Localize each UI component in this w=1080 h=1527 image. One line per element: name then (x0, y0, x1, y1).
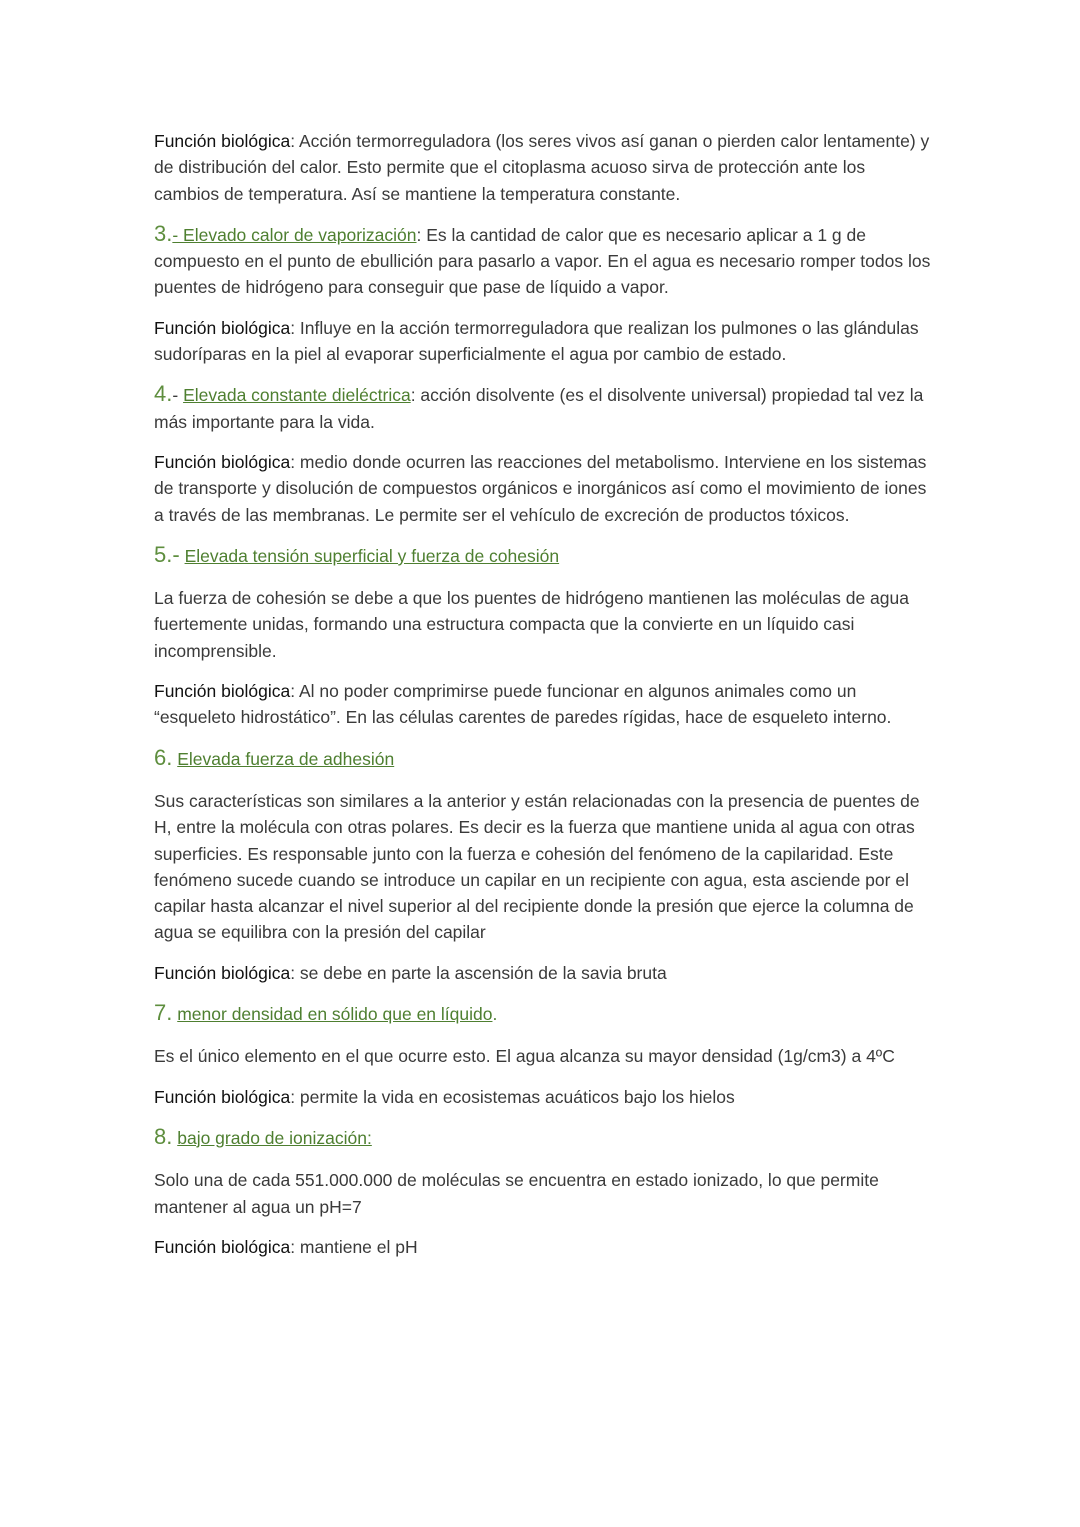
funcion-biologica-label: Función biológica (154, 962, 291, 983)
section-description: : Es la cantidad de calor que es necesario aplicar a 1 g de compuesto en el punto de ebullición para pasarlo a vapor. En el agua es necesario romper todos los puentes de hidrógeno para conseguir que pase de líquido a vapor. (154, 224, 931, 298)
paragraph-funcion-biologica-5 (154, 678, 934, 731)
paragraph-funcion-biologica-2 (154, 128, 934, 207)
section-title: menor densidad en sólido que en líquido (177, 1004, 493, 1025)
funcion-biologica-text: : mantiene el pH (290, 1236, 418, 1257)
paragraph-funcion-biologica-6 (154, 960, 934, 986)
paragraph-funcion-biologica-7 (154, 1084, 934, 1110)
funcion-biologica-text: : se debe en parte la ascensión de la savia bruta (290, 962, 667, 983)
funcion-biologica-label: Función biológica (154, 1086, 291, 1107)
funcion-biologica-text: : Influye en la acción termorreguladora que realizan los pulmones o las glándulas sudoríparas en la piel al evaporar superficialmente el agua por cambio de estado. (154, 317, 919, 365)
funcion-biologica-label: Función biológica (154, 681, 291, 702)
section-8 (154, 1124, 934, 1151)
section-description: : acción disolvente (es el disolvente universal) propiedad tal vez la más importante para la vida. (154, 385, 924, 432)
section-number: 6. (154, 744, 173, 770)
paragraph-body-8: Solo una de cada 551.000.000 de moléculas se encuentra en estado ionizado, lo que permite mantener al agua un pH=7 (154, 1170, 879, 1217)
paragraph-body-7: Es el único elemento en el que ocurre esto. El agua alcanza su mayor densidad (1g/cm3) a 4ºC (154, 1046, 895, 1067)
section-number: 4. (154, 381, 173, 407)
funcion-biologica-text: : permite la vida en ecosistemas acuáticos bajo los hielos (290, 1086, 735, 1107)
funcion-biologica-text: : Al no poder comprimirse puede funcionar en algunos animales como un “esqueleto hidrostático”. En las células carentes de paredes rígidas, hace de esqueleto interno. (154, 681, 892, 728)
section-title: Elevada constante dieléctrica (183, 385, 411, 406)
funcion-biologica-label: Función biológica (154, 451, 291, 472)
section-number: 3. (154, 220, 173, 246)
funcion-biologica-text: : medio donde ocurren las reacciones del metabolismo. Interviene en los sistemas de transporte y disolución de compuestos orgánicos e inorgánicos así como el movimiento de iones a través de las membranas. Le permite ser el vehículo de excreción de productos tóxicos. (154, 451, 927, 525)
section-title: bajo grado de ionización: (177, 1127, 372, 1148)
section-5 (154, 542, 934, 569)
paragraph-funcion-biologica-8 (154, 1234, 934, 1260)
section-6 (154, 745, 934, 772)
section-number: 5.- (154, 541, 180, 567)
paragraph-funcion-biologica-4 (154, 449, 934, 528)
section-separator: - (172, 385, 184, 406)
section-number: 7. (154, 1000, 173, 1026)
funcion-biologica-label: Función biológica (154, 317, 291, 338)
section-title: - Elevado calor de vaporización (172, 224, 417, 245)
paragraph-body-5: La fuerza de cohesión se debe a que los puentes de hidrógeno mantienen las moléculas de agua fuertemente unidas, formando una estructura compacta que la convierte en un líquido casi incomprensible. (154, 588, 909, 661)
section-title: Elevada fuerza de adhesión (177, 748, 395, 769)
section-title-period: . (492, 1004, 498, 1025)
document-page (154, 128, 934, 1274)
funcion-biologica-label: Función biológica (154, 131, 291, 151)
section-number: 8. (154, 1123, 173, 1149)
section-title: Elevada tensión superficial y fuerza de cohesión (184, 545, 560, 566)
paragraph-funcion-biologica-3 (154, 315, 934, 368)
section-4 (154, 381, 934, 435)
funcion-biologica-text: : Acción termorreguladora (los seres vivos así ganan o pierden calor lentamente) y de distribución del calor. Esto permite que el citoplasma acuoso sirva de protección ante los cambios de temperatura. Así se mantiene la temperatura constante. (154, 131, 930, 204)
section-3 (154, 221, 934, 301)
funcion-biologica-label: Función biológica (154, 1236, 291, 1257)
section-7 (154, 1000, 934, 1027)
paragraph-body-6: Sus características son similares a la anterior y están relacionadas con la presencia de puentes de H, entre la molécula con otras polares. Es decir es la fuerza que mantiene unida al agua con otras superficies. Es responsable junto con la fuerza e cohesión del fenómeno de la capilaridad. Este fenómeno sucede cuando se introduce un capilar en un recipiente con agua, esta asciende por el capilar hasta alcanzar el nivel superior al del recipiente donde la presión que ejerce la columna de agua se equilibra con la presión del capilar (154, 790, 920, 943)
